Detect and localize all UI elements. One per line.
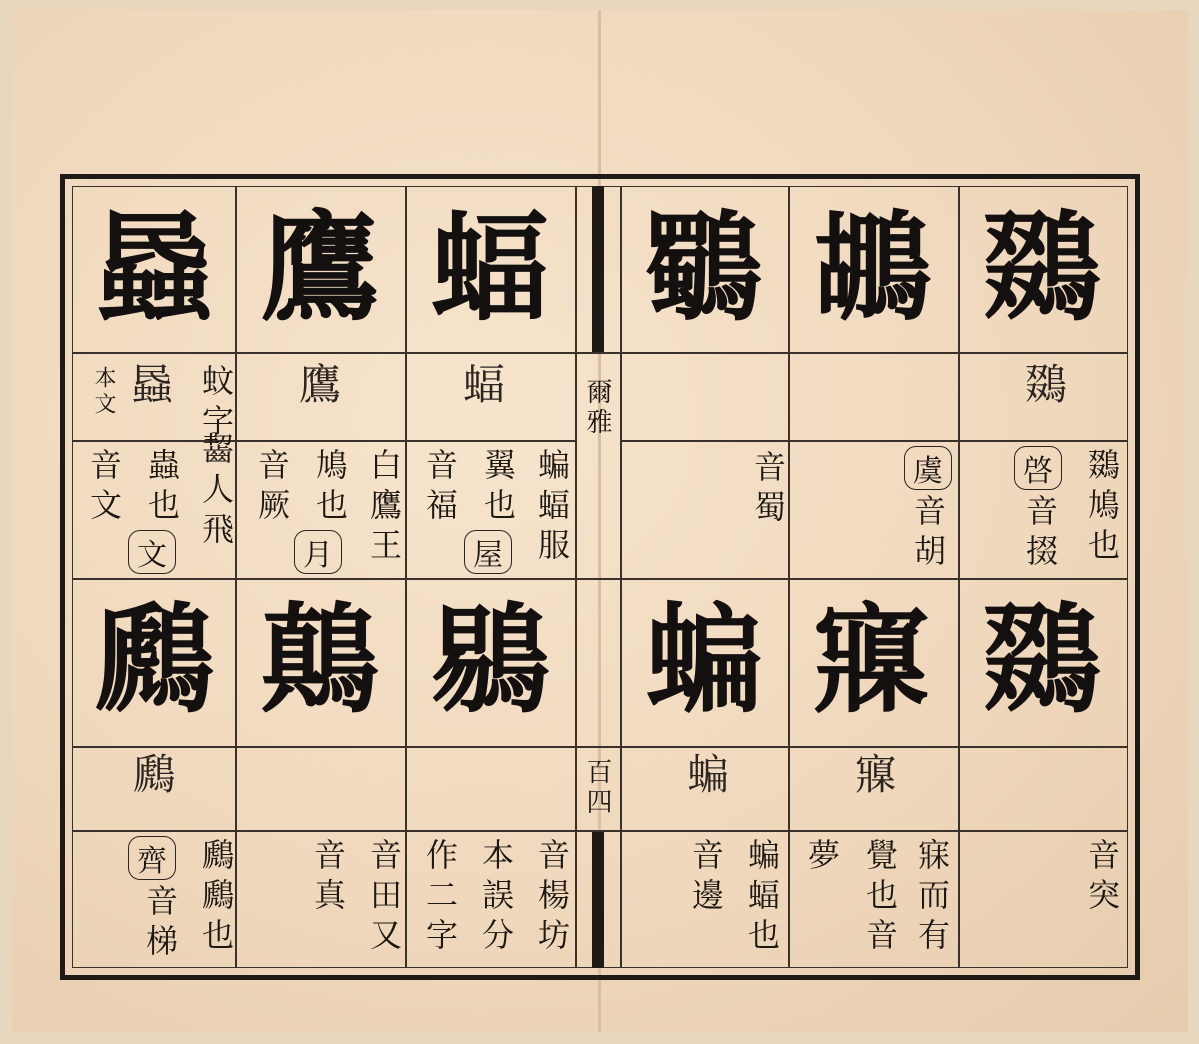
annotation-column: 音突 xyxy=(1083,838,1121,918)
annotation-column: 音楊坊 xyxy=(533,838,571,958)
seal-script-glyph: 鵽 xyxy=(1019,362,1068,404)
headword: 鸀 xyxy=(644,198,763,337)
headword: 蝙 xyxy=(644,590,763,729)
grid-line xyxy=(575,186,577,968)
rhyme-box: 啓 xyxy=(1014,446,1062,490)
page-number: 百四 xyxy=(582,758,612,818)
headword: 鷏 xyxy=(260,590,379,729)
annotation-column: 蟲也 xyxy=(143,448,181,528)
annotation-column: 覺也音 xyxy=(861,838,899,958)
seal-script-glyph: 鷉 xyxy=(127,752,176,794)
grid-line xyxy=(235,186,237,968)
annotation-column: 音胡 xyxy=(909,494,947,574)
seal-script-glyph: 寱 xyxy=(849,752,898,794)
grid-line xyxy=(72,746,1128,748)
annotation-column: 作二字 xyxy=(421,838,459,958)
annotation-column: 音梯 xyxy=(141,884,179,964)
book-title: 爾雅 xyxy=(582,378,612,438)
annotation-column: 寐而有 xyxy=(913,838,951,958)
rhyme-box: 文 xyxy=(128,530,176,574)
annotation-column: 音文 xyxy=(85,448,123,528)
headword: 鶍 xyxy=(430,590,549,729)
annotation-column: 夢 xyxy=(803,838,841,878)
headword: 蟁 xyxy=(94,198,213,337)
annotation-column: 齧人飛 xyxy=(197,432,235,552)
annotation-column: 本誤分 xyxy=(477,838,515,958)
annotation-column: 本文 xyxy=(91,366,116,418)
annotation-column: 蝙蝠也 xyxy=(743,838,781,958)
headword: 鷉 xyxy=(94,590,213,729)
annotation-column: 音邊 xyxy=(687,838,725,918)
annotation-column: 音蜀 xyxy=(749,450,787,530)
annotation-column: 鳩也 xyxy=(311,448,349,528)
fishtail-mark xyxy=(592,186,604,352)
annotation-column: 音厥 xyxy=(253,448,291,528)
annotation-column: 音真 xyxy=(309,838,347,918)
grid-line xyxy=(958,186,960,968)
headword: 寱 xyxy=(812,590,931,729)
headword: 鶘 xyxy=(812,198,931,337)
rhyme-box: 月 xyxy=(294,530,342,574)
annotation-column: 音福 xyxy=(421,448,459,528)
rhyme-box: 齊 xyxy=(128,836,176,880)
seal-script-glyph: 蝙 xyxy=(681,752,730,794)
annotation-column: 鷉鷉也 xyxy=(197,838,235,958)
seal-script-glyph: 蝠 xyxy=(457,362,506,404)
fishtail-mark xyxy=(592,832,604,968)
annotation-column: 蚊字 xyxy=(197,364,235,444)
headword: 鷹 xyxy=(260,198,379,337)
grid-line xyxy=(72,440,575,442)
grid-line xyxy=(405,186,407,968)
annotation-column: 白鷹王 xyxy=(365,448,403,568)
annotation-column: 音田又 xyxy=(365,838,403,958)
grid-line xyxy=(788,186,790,968)
rhyme-box: 屋 xyxy=(464,530,512,574)
grid-line xyxy=(620,440,1128,442)
grid-line xyxy=(620,186,622,968)
headword: 鵽 xyxy=(982,198,1101,337)
seal-script-glyph: 鷹 xyxy=(293,362,342,404)
annotation-column: 鵽鳩也 xyxy=(1083,448,1121,568)
annotation-column: 音掇 xyxy=(1021,494,1059,574)
annotation-column: 翼也 xyxy=(479,448,517,528)
grid-line xyxy=(72,352,1128,354)
headword: 鵽 xyxy=(982,590,1101,729)
seal-script-glyph: 蟁 xyxy=(125,362,174,404)
headword: 蝠 xyxy=(430,198,549,337)
annotation-column: 蝙蝠服 xyxy=(533,448,571,568)
rhyme-box: 虞 xyxy=(904,446,952,490)
